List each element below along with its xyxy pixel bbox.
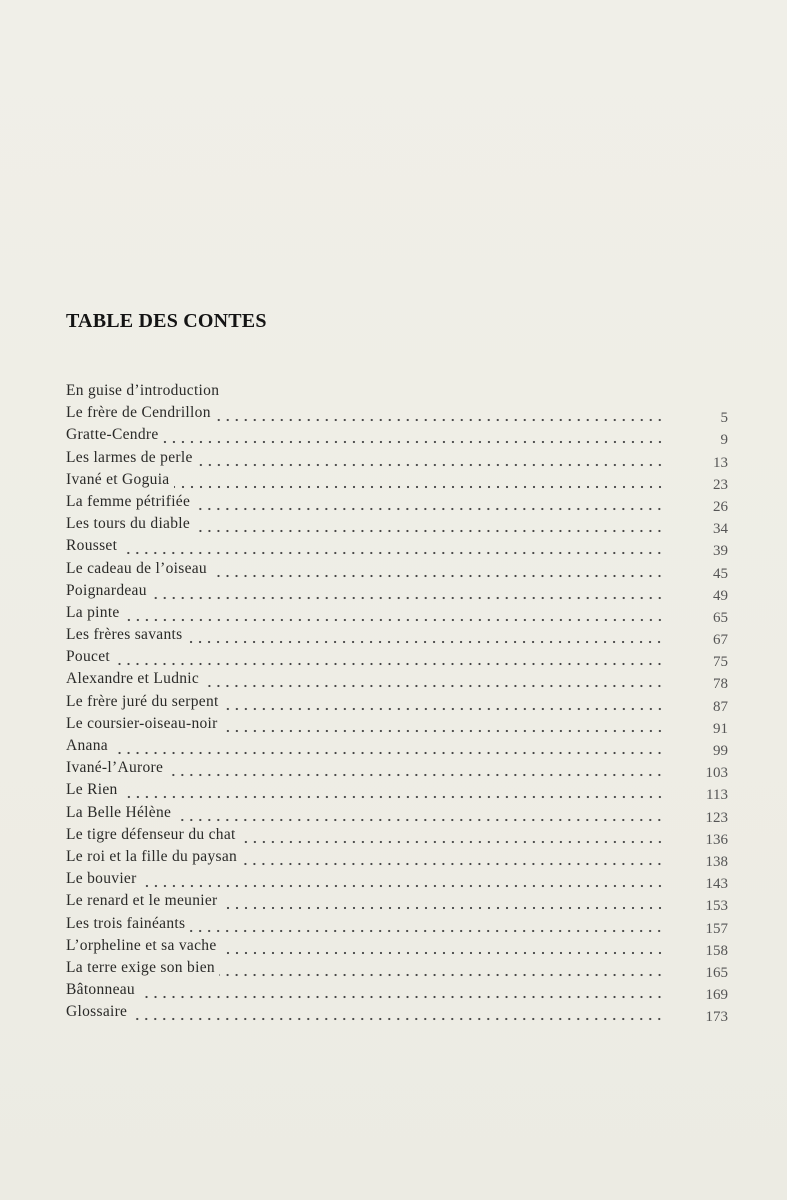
toc-page-number: 67: [713, 632, 728, 649]
toc-page-number: 91: [713, 720, 728, 737]
toc-entry: [66, 935, 728, 957]
toc-entry: [66, 957, 728, 979]
dot-leader: [112, 735, 664, 757]
toc-entry: [66, 713, 728, 735]
toc-entry-title: Les frères savants: [66, 626, 183, 644]
dot-leader: [139, 979, 664, 1001]
toc-page-number: 9: [720, 432, 728, 449]
toc-page-number: 49: [713, 587, 728, 604]
toc-entry: [66, 602, 728, 624]
toc-entry-title: La Belle Hélène: [66, 803, 172, 821]
dot-leader: [186, 624, 664, 646]
toc-page-number: 173: [705, 1009, 728, 1026]
toc-entry: [66, 890, 728, 915]
dot-leader: [194, 491, 664, 513]
toc-page-number: 123: [705, 809, 728, 826]
dot-leader: [175, 802, 664, 824]
toc-page-number: 26: [713, 498, 728, 515]
toc-page-number: 103: [705, 765, 728, 782]
dot-leader: [167, 757, 664, 779]
toc-page-number: 138: [705, 853, 728, 870]
toc-entry-title: Le cadeau de l’oiseau: [66, 559, 207, 577]
page-title: TABLE DES CONTES: [66, 310, 267, 332]
dot-leader: [241, 846, 664, 868]
toc-page-number: 87: [713, 698, 728, 715]
toc-entry-title: En guise d’introduction: [66, 382, 220, 399]
toc-entry-title: Le Rien: [66, 781, 118, 799]
toc-entry-title: La pinte: [66, 603, 120, 621]
toc-entry-title: Ivané et Goguia: [66, 470, 170, 488]
toc-entry: [66, 535, 728, 560]
toc-entry: [66, 1001, 728, 1026]
toc-entry: [66, 802, 728, 824]
toc-entry: [66, 779, 728, 804]
toc-entry-title: Poucet: [66, 648, 110, 666]
toc-entry-title: Les trois fainéants: [66, 914, 186, 932]
toc-entry-title: La femme pétrifiée: [66, 492, 191, 510]
toc-entry-title: Bâtonneau: [66, 981, 135, 999]
dot-leader: [240, 824, 664, 846]
toc-page-number: 169: [705, 987, 728, 1004]
toc-entry-title: Le roi et la fille du paysan: [66, 847, 238, 865]
toc-page-number: 136: [705, 831, 728, 848]
toc-page-number: 158: [705, 942, 728, 959]
toc-entry: [66, 558, 728, 580]
dot-leader: [221, 935, 664, 957]
dot-leader: [219, 957, 664, 979]
toc-entry-title: Le bouvier: [66, 870, 137, 888]
toc-entry: [66, 735, 728, 757]
toc-page-number: 143: [705, 876, 728, 893]
toc-page-number: 113: [706, 787, 728, 804]
dot-leader: [151, 580, 664, 602]
dot-leader: [215, 402, 664, 424]
toc-entry: [66, 979, 728, 1004]
toc-entry-title: Le frère de Cendrillon: [66, 404, 211, 422]
toc-entry: [66, 424, 728, 449]
dot-leader: [131, 1001, 664, 1023]
toc-page-number: 78: [713, 676, 728, 693]
dot-leader: [222, 890, 665, 912]
toc-page-number: 157: [705, 920, 728, 937]
table-of-contents: [66, 380, 728, 1026]
toc-entry-title: Alexandre et Ludnic: [66, 670, 200, 688]
toc-page-number: 65: [713, 609, 728, 626]
toc-entry-title: Les larmes de perle: [66, 448, 193, 466]
toc-page-number: 99: [713, 743, 728, 759]
toc-page-number: 23: [713, 476, 728, 493]
toc-entry-title: Glossaire: [66, 1003, 128, 1021]
dot-leader: [141, 868, 664, 890]
toc-page-number: 13: [713, 454, 728, 471]
toc-page-number: 34: [713, 521, 728, 538]
toc-entry: [66, 469, 728, 491]
toc-entry-title: Ivané-l’Aurore: [66, 759, 164, 777]
toc-page-number: 5: [720, 410, 728, 427]
dot-leader: [189, 913, 664, 935]
toc-entry-title: Anana: [66, 737, 108, 754]
toc-entry: [66, 402, 728, 427]
dot-leader: [114, 646, 664, 668]
toc-entry-title: Le tigre défenseur du chat: [66, 825, 236, 843]
toc-entry: [66, 646, 728, 671]
dot-leader: [174, 469, 665, 491]
toc-entry-title: Le coursier-oiseau-noir: [66, 714, 218, 732]
toc-entry: [66, 757, 728, 782]
toc-entry: [66, 913, 728, 935]
toc-page-number: 39: [713, 543, 728, 560]
toc-entry: [66, 668, 728, 693]
toc-entry: [66, 868, 728, 893]
toc-entry: [66, 691, 728, 713]
dot-leader: [194, 513, 664, 535]
toc-entry-title: Le renard et le meunier: [66, 892, 218, 910]
dot-leader: [121, 535, 664, 557]
dot-leader: [211, 558, 664, 580]
toc-entry-title: L’orpheline et sa vache: [66, 936, 217, 954]
toc-entry: [66, 580, 728, 602]
toc-page-number: 165: [705, 964, 728, 981]
toc-entry: [66, 447, 728, 469]
toc-page-number: 45: [713, 565, 728, 582]
dot-leader: [197, 447, 664, 469]
toc-page-number: 75: [713, 654, 728, 671]
toc-entry: [66, 380, 728, 402]
dot-leader: [223, 691, 664, 713]
toc-entry: [66, 491, 728, 513]
dot-leader: [222, 713, 664, 735]
dot-leader: [203, 668, 664, 690]
toc-entry: [66, 624, 728, 649]
dot-leader: [124, 602, 664, 624]
toc-entry-title: Rousset: [66, 537, 118, 555]
toc-entry-title: Le frère juré du serpent: [66, 692, 219, 710]
toc-entry: [66, 846, 728, 868]
toc-entry-title: La terre exige son bien: [66, 958, 215, 976]
toc-entry-title: Poignardeau: [66, 581, 147, 599]
toc-entry-title: Les tours du diable: [66, 515, 191, 533]
toc-entry: [66, 824, 728, 846]
toc-entry: [66, 513, 728, 538]
dot-leader: [163, 424, 664, 446]
toc-entry-title: Gratte-Cendre: [66, 426, 159, 444]
dot-leader: [122, 779, 664, 801]
toc-page-number: 153: [705, 898, 728, 915]
